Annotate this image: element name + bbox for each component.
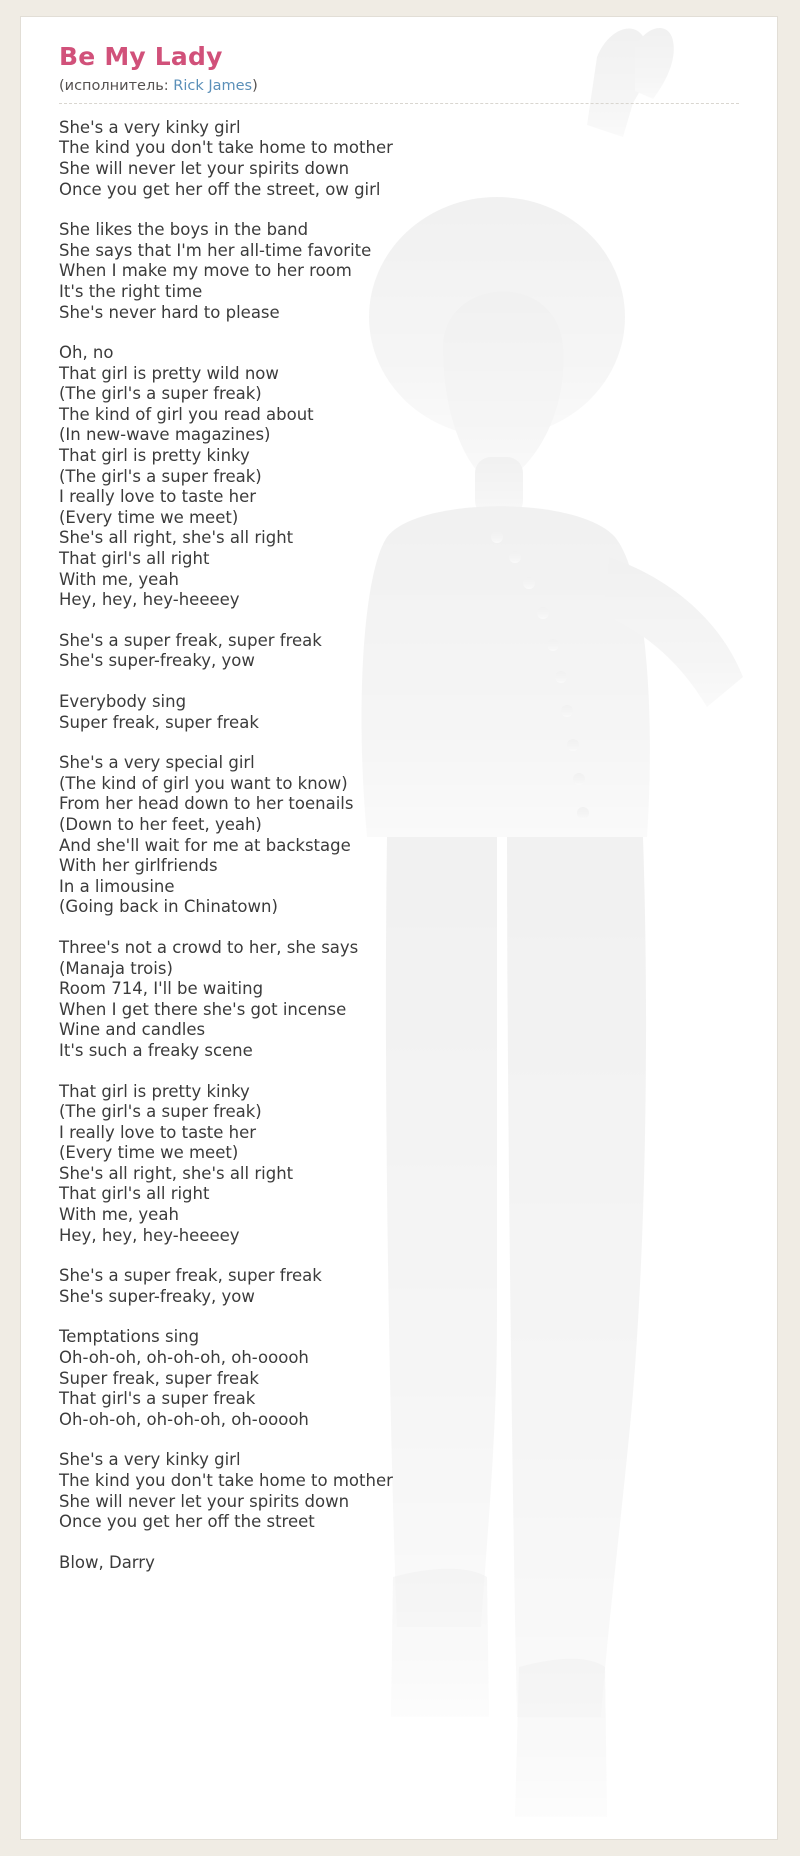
lyrics-line: Oh-oh-oh, oh-oh-oh, oh-ooooh — [59, 1348, 309, 1368]
lyrics-stanza — [59, 1266, 739, 1307]
lyrics-line: It's the right time — [59, 281, 203, 301]
lyrics-line: She will never let your spirits down — [59, 158, 350, 178]
lyrics-line: Super freak, super freak — [59, 1368, 259, 1388]
lyrics-line: She says that I'm her all-time favorite — [59, 240, 372, 260]
lyrics-line: Three's not a crowd to her, she says — [59, 937, 359, 957]
lyrics-line: Once you get her off the street, ow girl — [59, 179, 381, 199]
lyrics-stanza — [59, 753, 739, 918]
lyrics-line: She's super-freaky, yow — [59, 651, 255, 671]
lyrics-stanza — [59, 1450, 739, 1532]
lyrics-stanza — [59, 343, 739, 611]
performer-line — [59, 78, 739, 94]
lyrics-line: In a limousine — [59, 876, 175, 896]
lyrics-line: Oh, no — [59, 343, 114, 363]
lyrics-line: (The kind of girl you want to know) — [59, 773, 348, 793]
lyrics-stanza — [59, 118, 739, 200]
lyrics-line: That girl's a super freak — [59, 1389, 256, 1409]
lyrics-line: (The girl's a super freak) — [59, 466, 262, 486]
lyrics-line: (Every time we meet) — [59, 507, 239, 527]
performer-label: (исполнитель: — [59, 77, 169, 94]
lyrics-line: (Every time we meet) — [59, 1143, 239, 1163]
lyrics-line: She's a very special girl — [59, 753, 255, 773]
lyrics-line: She's all right, she's all right — [59, 528, 294, 548]
lyrics-line: She's a super freak, super freak — [59, 1266, 322, 1286]
lyrics-line: Temptations sing — [59, 1327, 200, 1347]
lyrics-body — [59, 118, 739, 1574]
lyrics-stanza — [59, 1082, 739, 1247]
lyrics-line: She's a very kinky girl — [59, 117, 241, 137]
lyrics-line: With me, yeah — [59, 1205, 179, 1225]
performer-close-paren: ) — [252, 77, 258, 94]
lyrics-line: Hey, hey, hey-heeeey — [59, 590, 240, 610]
lyrics-line: (Going back in Chinatown) — [59, 897, 278, 917]
artist-link[interactable]: Rick James — [173, 77, 253, 94]
lyrics-line: With her girlfriends — [59, 856, 218, 876]
lyrics-stanza — [59, 692, 739, 733]
lyrics-line: When I get there she's got incense — [59, 999, 347, 1019]
lyrics-line: That girl is pretty kinky — [59, 446, 250, 466]
lyrics-stanza — [59, 1553, 739, 1574]
lyrics-line: Oh-oh-oh, oh-oh-oh, oh-ooooh — [59, 1409, 309, 1429]
lyrics-line: She's super-freaky, yow — [59, 1286, 255, 1306]
lyrics-line: (Manaja trois) — [59, 958, 173, 978]
lyrics-line: Blow, Darry — [59, 1552, 155, 1572]
lyrics-line: And she'll wait for me at backstage — [59, 835, 351, 855]
lyrics-stanza — [59, 938, 739, 1062]
lyrics-line: It's such a freaky scene — [59, 1040, 253, 1060]
lyrics-stanza — [59, 220, 739, 323]
lyrics-line: I really love to taste her — [59, 487, 257, 507]
lyrics-line: The kind of girl you read about — [59, 404, 314, 424]
lyrics-line: She's all right, she's all right — [59, 1163, 294, 1183]
divider — [59, 103, 739, 104]
lyrics-content — [59, 43, 739, 1573]
lyrics-line: From her head down to her toenails — [59, 794, 354, 814]
lyrics-line: (The girl's a super freak) — [59, 384, 262, 404]
lyrics-line: (In new-wave magazines) — [59, 425, 271, 445]
lyrics-line: She's never hard to please — [59, 302, 280, 322]
lyrics-line: She's a super freak, super freak — [59, 630, 322, 650]
lyrics-stanza — [59, 631, 739, 672]
lyrics-line: Room 714, I'll be waiting — [59, 979, 264, 999]
lyrics-line: (Down to her feet, yeah) — [59, 814, 262, 834]
lyrics-sheet — [20, 16, 778, 1840]
lyrics-line: (The girl's a super freak) — [59, 1102, 262, 1122]
lyrics-line: The kind you don't take home to mother — [59, 1471, 393, 1490]
lyrics-line: She will never let your spirits down — [59, 1491, 350, 1511]
lyrics-line: I really love to taste her — [59, 1122, 257, 1142]
lyrics-line: The kind you don't take home to mother — [59, 138, 393, 158]
lyrics-stanza — [59, 1327, 739, 1430]
lyrics-line: Wine and candles — [59, 1020, 206, 1040]
lyrics-line: She's a very kinky girl — [59, 1450, 241, 1470]
lyrics-line: With me, yeah — [59, 569, 179, 589]
lyrics-line: That girl is pretty kinky — [59, 1081, 250, 1101]
lyrics-line: When I make my move to her room — [59, 261, 352, 281]
lyrics-line: Hey, hey, hey-heeeey — [59, 1225, 240, 1245]
lyrics-line: That girl's all right — [59, 549, 210, 569]
lyrics-line: Once you get her off the street — [59, 1512, 315, 1532]
lyrics-line: Super freak, super freak — [59, 712, 259, 732]
page-title: Be My Lady — [59, 42, 223, 71]
lyrics-line: She likes the boys in the band — [59, 220, 309, 240]
lyrics-line: That girl's all right — [59, 1184, 210, 1204]
lyrics-line: That girl is pretty wild now — [59, 363, 279, 383]
lyrics-line: Everybody sing — [59, 692, 187, 711]
